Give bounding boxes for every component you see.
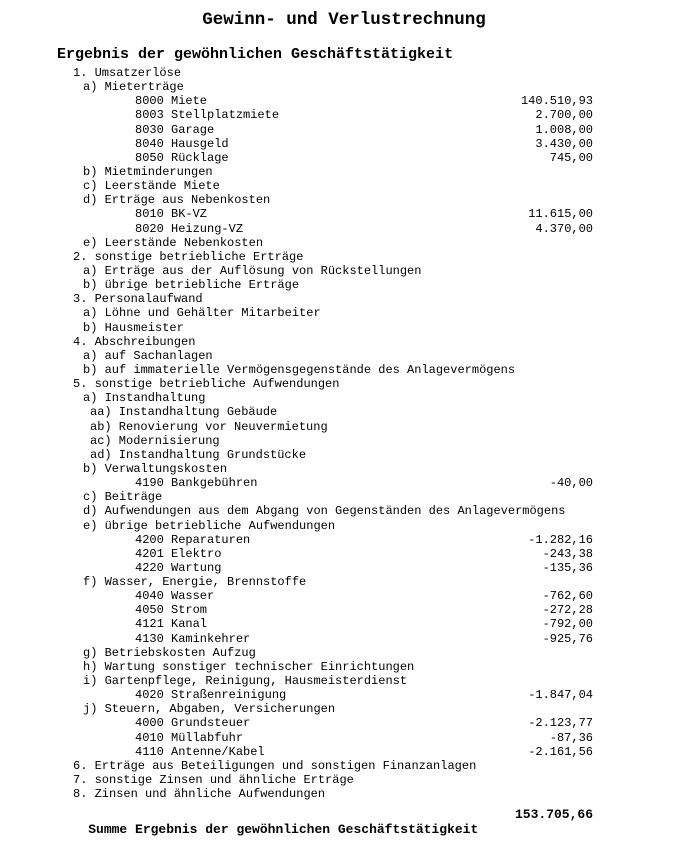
report-line (57, 94, 593, 108)
report-line (57, 688, 593, 702)
line-text: b) übrige betriebliche Erträge (83, 278, 300, 293)
line-amount: -135,36 (542, 560, 593, 575)
report-line (57, 448, 593, 462)
line-amount: 2.700,00 (535, 108, 593, 123)
line-text: 8010 BK-VZ (135, 207, 208, 222)
line-amount: -925,76 (542, 631, 593, 646)
report-line (57, 759, 593, 773)
report-line (57, 716, 593, 730)
report-line (57, 731, 593, 745)
line-text: 5. sonstige betriebliche Aufwendungen (73, 377, 340, 392)
line-amount: 1.008,00 (535, 122, 593, 137)
line-text: 6. Erträge aus Beteiligungen und sonstigen Finanzanlagen (73, 758, 477, 773)
line-text: d) Erträge aus Nebenkosten (83, 193, 271, 208)
line-text: 4050 Strom (135, 603, 208, 618)
summary-amount: 153.705,66 (514, 807, 593, 822)
line-amount: -2.161,56 (528, 744, 593, 759)
line-text: b) Mietminderungen (83, 164, 213, 179)
line-text: 4201 Elektro (135, 546, 222, 561)
line-amount: -87,36 (549, 730, 593, 745)
report-line (57, 250, 593, 264)
report-line (57, 363, 593, 377)
report-line (57, 66, 593, 80)
line-amount: 4.370,00 (535, 221, 593, 236)
report-line (57, 278, 593, 292)
report-line (57, 151, 593, 165)
report-line (57, 490, 593, 504)
report-line (57, 137, 593, 151)
report-line (57, 745, 593, 759)
line-amount: -2.123,77 (528, 716, 593, 731)
line-text: 2. sonstige betriebliche Erträge (73, 249, 304, 264)
line-text: 8. Zinsen und ähnliche Aufwendungen (73, 787, 326, 802)
line-amount: 3.430,00 (535, 136, 593, 151)
line-text: c) Leerstände Miete (83, 179, 220, 194)
line-text: 8030 Garage (135, 122, 215, 137)
line-text: 4000 Grundsteuer (135, 716, 251, 731)
report-line (57, 603, 593, 617)
report-lines (57, 66, 593, 801)
line-text: ac) Modernisierung (90, 433, 220, 448)
report-line (57, 519, 593, 533)
report-line (57, 391, 593, 405)
line-text: j) Steuern, Abgaben, Versicherungen (83, 702, 336, 717)
line-text: 8050 Rücklage (135, 150, 229, 165)
report-line (57, 646, 593, 660)
line-text: 3. Personalaufwand (73, 292, 203, 307)
report-line (57, 674, 593, 688)
line-text: f) Wasser, Energie, Brennstoffe (83, 575, 307, 590)
section-header: Ergebnis der gewöhnlichen Geschäftstätigkeit (57, 46, 454, 63)
line-text: 4. Abschreibungen (73, 334, 196, 349)
line-amount: -762,60 (542, 589, 593, 604)
report-line (57, 660, 593, 674)
line-text: a) auf Sachanlagen (83, 348, 213, 363)
line-text: 4110 Antenne/Kabel (135, 744, 265, 759)
line-amount: 11.615,00 (528, 207, 593, 222)
report-line (57, 547, 593, 561)
line-text: 4220 Wartung (135, 560, 222, 575)
report-line (57, 193, 593, 207)
report-line (57, 222, 593, 236)
report-line (57, 264, 593, 278)
report-line (57, 632, 593, 646)
line-text: b) auf immaterielle Vermögensgegenstände des Anlagevermögens (83, 362, 516, 377)
line-text: h) Wartung sonstiger technischer Einrichtungen (83, 659, 415, 674)
line-text: b) Hausmeister (83, 320, 184, 335)
report-line (57, 462, 593, 476)
line-text: ab) Renovierung vor Neuvermietung (90, 419, 328, 434)
summary-label: Summe Ergebnis der gewöhnlichen Geschäftstätigkeit (88, 822, 479, 837)
line-amount: -792,00 (542, 617, 593, 632)
line-text: d) Aufwendungen aus dem Abgang von Gegenständen des Anlagevermögens (83, 504, 566, 519)
report-line (57, 292, 593, 306)
report-line (57, 773, 593, 787)
report-line (57, 377, 593, 391)
line-text: a) Mieterträge (83, 80, 184, 95)
line-text: 8020 Heizung-VZ (135, 221, 244, 236)
line-text: 8000 Miete (135, 94, 208, 109)
summary-row (57, 807, 593, 867)
report-line (57, 617, 593, 631)
line-text: a) Instandhaltung (83, 391, 206, 406)
report-line (57, 561, 593, 575)
report-line (57, 476, 593, 490)
line-text: 4121 Kanal (135, 617, 208, 632)
line-text: i) Gartenpflege, Reinigung, Hausmeisterdienst (83, 674, 408, 689)
report-line (57, 702, 593, 716)
line-text: c) Beiträge (83, 490, 163, 505)
report-line (57, 787, 593, 801)
report-line (57, 306, 593, 320)
line-text: 7. sonstige Zinsen und ähnliche Erträge (73, 773, 354, 788)
line-text: 4020 Straßenreinigung (135, 688, 287, 703)
report-line (57, 80, 593, 94)
report-line (57, 207, 593, 221)
line-text: 4130 Kaminkehrer (135, 631, 251, 646)
report-line (57, 405, 593, 419)
line-amount: -1.282,16 (528, 532, 593, 547)
report-line (57, 236, 593, 250)
line-text: 4190 Bankgebühren (135, 476, 258, 491)
line-text: e) Leerstände Nebenkosten (83, 235, 264, 250)
line-text: 8003 Stellplatzmiete (135, 108, 280, 123)
report-line (57, 504, 593, 518)
report-line (57, 335, 593, 349)
report-line (57, 179, 593, 193)
line-amount: -40,00 (549, 476, 593, 491)
report-line (57, 589, 593, 603)
line-amount: 745,00 (549, 150, 593, 165)
line-amount: -272,28 (542, 603, 593, 618)
line-amount: -243,38 (542, 546, 593, 561)
report-line (57, 321, 593, 335)
report-line (57, 575, 593, 589)
line-amount: 140.510,93 (520, 94, 593, 109)
document-title: Gewinn- und Verlustrechnung (202, 10, 486, 30)
report-line (57, 434, 593, 448)
line-text: e) übrige betriebliche Aufwendungen (83, 518, 336, 533)
line-amount: -1.847,04 (528, 688, 593, 703)
line-text: ad) Instandhaltung Grundstücke (90, 447, 307, 462)
report-line (57, 108, 593, 122)
line-text: 4010 Müllabfuhr (135, 730, 244, 745)
report-line (57, 349, 593, 363)
line-text: 4200 Reparaturen (135, 532, 251, 547)
report-line (57, 420, 593, 434)
line-text: 1. Umsatzerlöse (73, 66, 182, 80)
line-text: 8040 Hausgeld (135, 136, 229, 151)
report-line (57, 123, 593, 137)
line-text: aa) Instandhaltung Gebäude (90, 405, 278, 420)
line-text: b) Verwaltungskosten (83, 461, 228, 476)
report-line (57, 533, 593, 547)
line-text: a) Erträge aus der Auflösung von Rückstellungen (83, 263, 422, 278)
report-line (57, 165, 593, 179)
line-text: a) Löhne und Gehälter Mitarbeiter (83, 306, 321, 321)
line-text: g) Betriebskosten Aufzug (83, 645, 256, 660)
line-text: 4040 Wasser (135, 589, 215, 604)
